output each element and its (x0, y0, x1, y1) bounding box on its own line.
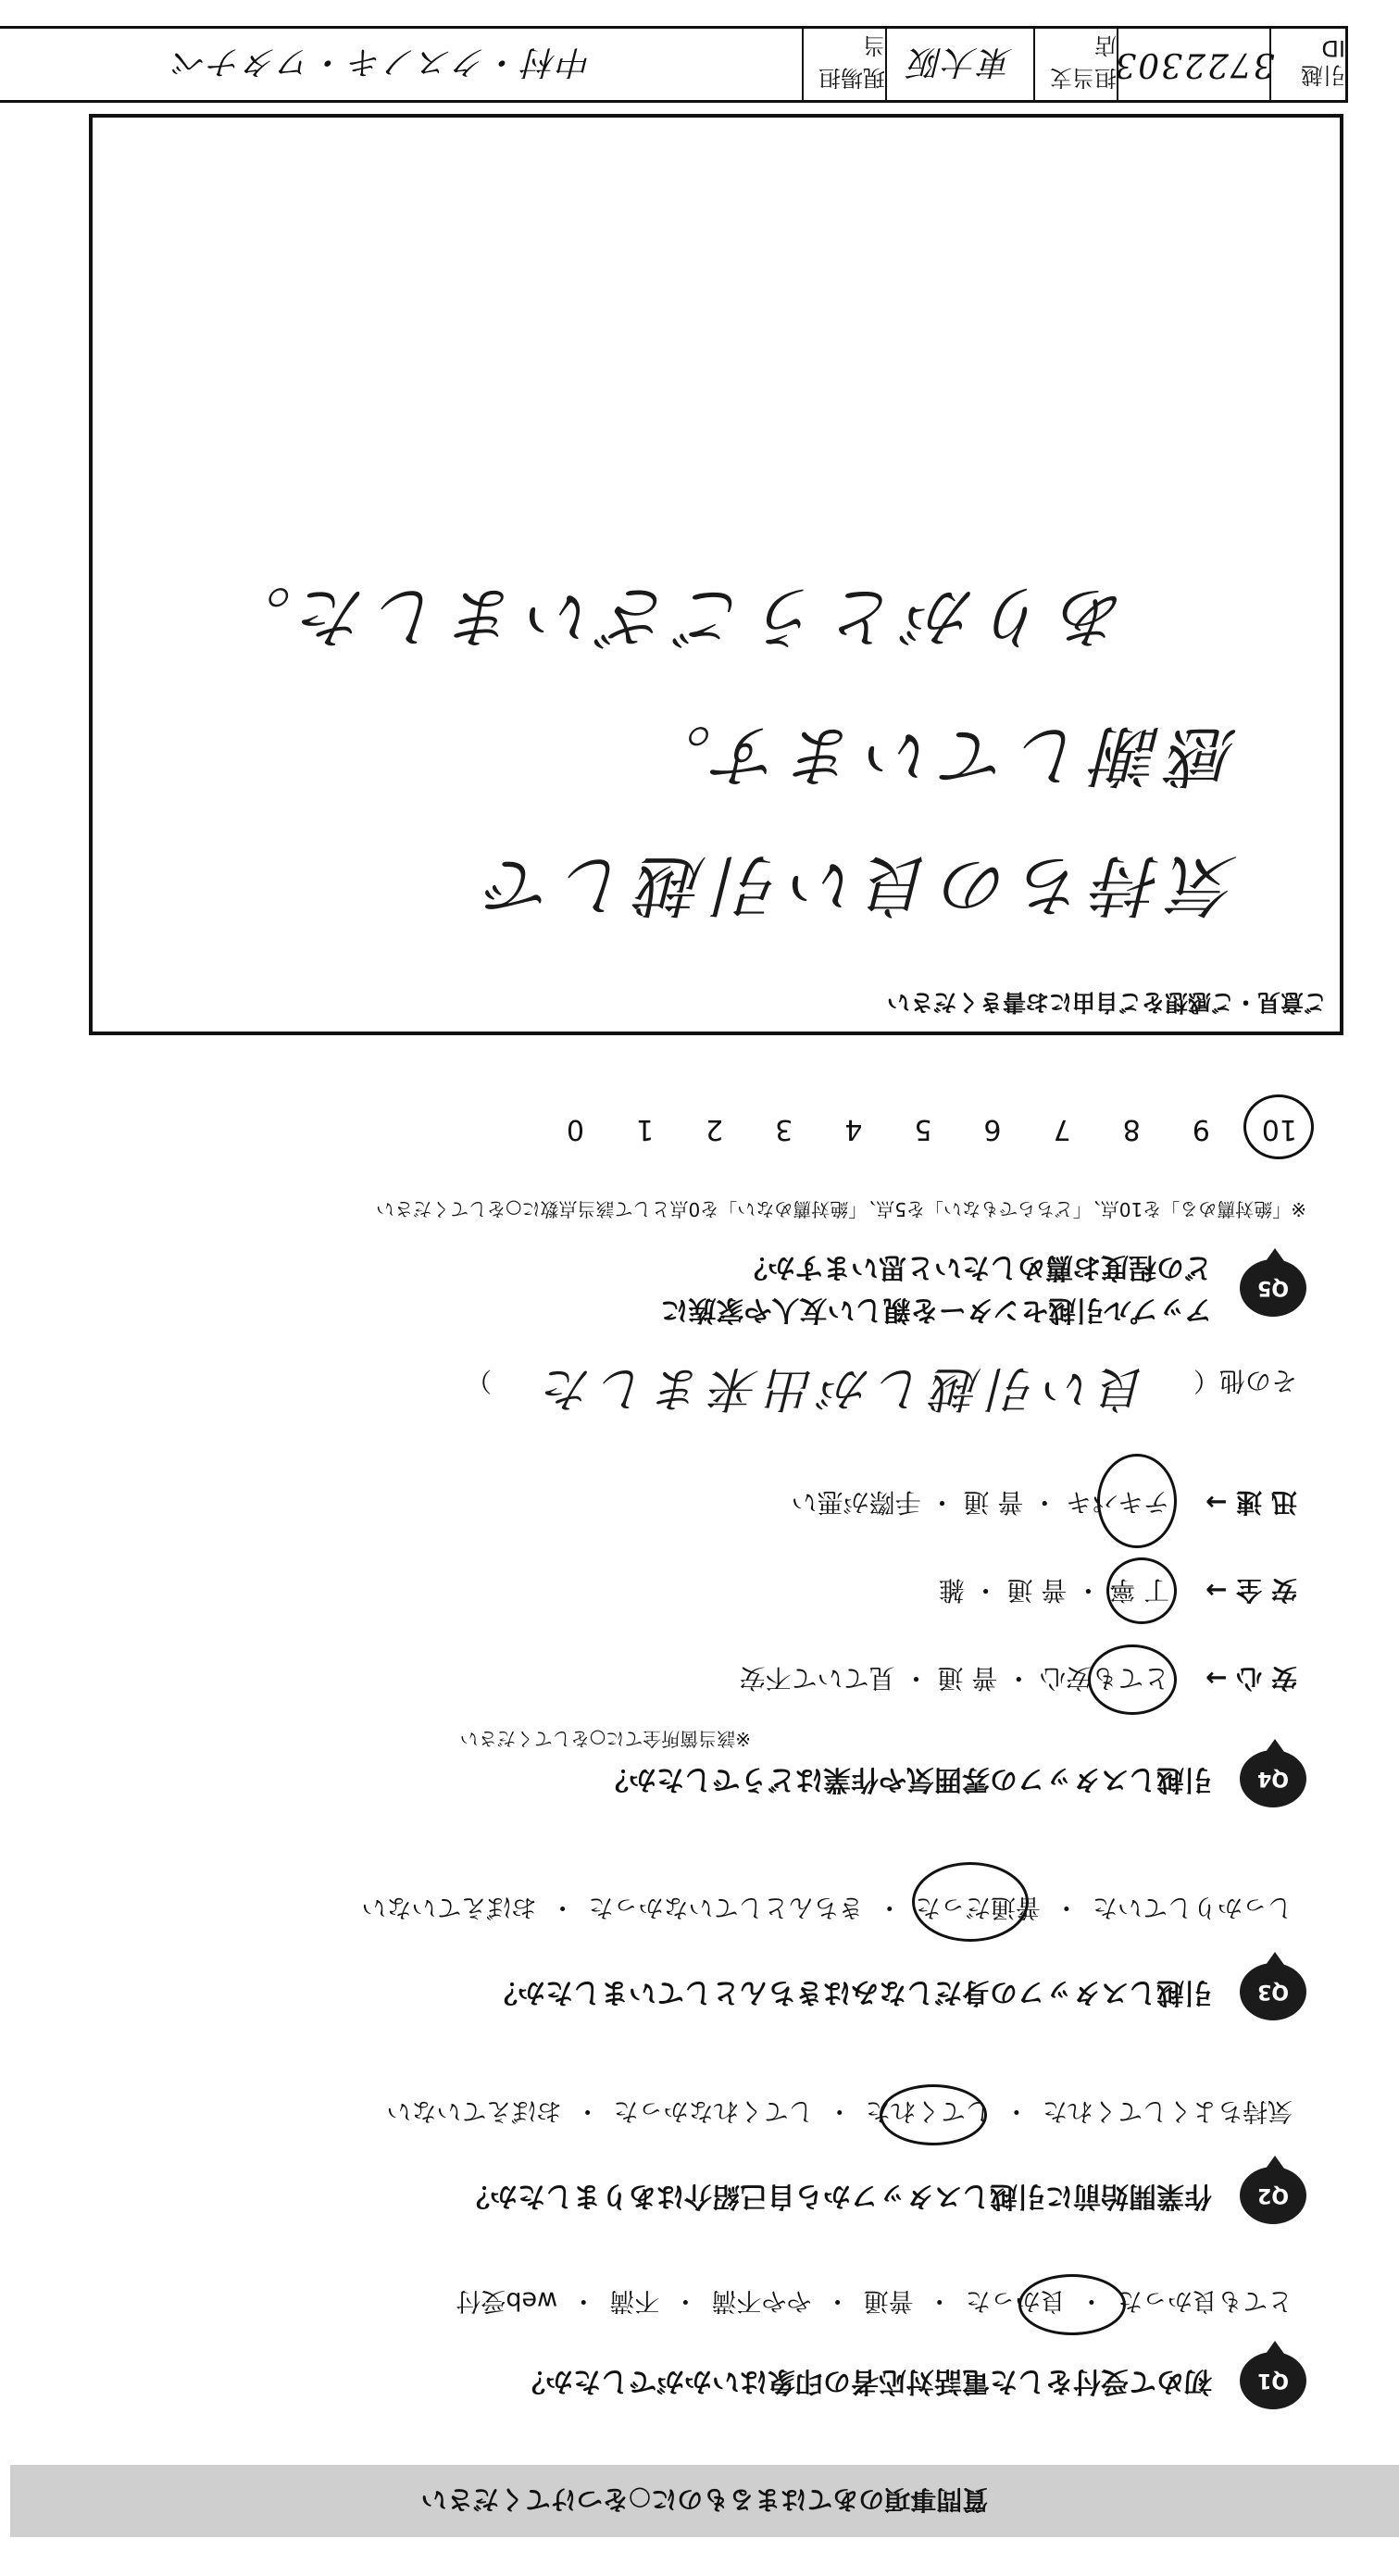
comment-handwriting-line-3: ありがとうございました。 (215, 578, 1127, 656)
comment-title: ご意見・ご感想をご自由にお書きください (886, 989, 1327, 1016)
comment-box (89, 114, 1343, 1035)
q5-text-line2: どの程度お薦めしたいと思いますか？ (740, 1251, 1212, 1283)
header-table (0, 26, 1348, 103)
q4-row-label-2: 安 全 → (1205, 1575, 1297, 1606)
scale-7[interactable]: 7 (1053, 1113, 1071, 1145)
q1-badge: Q1 (1240, 2352, 1306, 2409)
staff-value: 中村・クスノキ・ワタナベ (171, 43, 593, 81)
scale-10[interactable]: 10 (1261, 1113, 1297, 1145)
q4-row-label-1: 安 心 → (1205, 1663, 1297, 1694)
scale-2[interactable]: 2 (706, 1113, 724, 1145)
branch-label: 担当支店 (1033, 29, 1117, 100)
q1 (518, 2352, 1306, 2409)
q3-badge: Q3 (1240, 1963, 1306, 2020)
branch-value: 東大阪 (885, 29, 1033, 100)
q4-other-close: ） (466, 1366, 493, 1396)
q5-badge: Q5 (1240, 1259, 1306, 1317)
q5-note: ※「絶対薦める」を10点、「どちらでもない」を5点、「絶対薦めない」を0点として該当点数に○をしてください (376, 1198, 1306, 1220)
scale-1[interactable]: 1 (635, 1113, 655, 1145)
q4-note: ※該当箇所全てに○をしてください (459, 1728, 751, 1750)
scale-3[interactable]: 3 (775, 1113, 793, 1145)
q4-circle-2 (1106, 1557, 1177, 1624)
q4-other-handwriting: 良い引越しが出来ました (537, 1360, 1149, 1416)
q2-options: 気持ちよくしてくれた ・ してくれた ・ してくれなかった ・ おぼえていない (386, 2096, 1293, 2125)
q4-circle-1 (1088, 1644, 1177, 1715)
scale-8[interactable]: 8 (1122, 1113, 1141, 1145)
q3-circle (912, 1862, 1029, 1942)
move-id-label: 引越 ID (1269, 29, 1345, 100)
q4-row-label-3: 迅 速 → (1205, 1487, 1297, 1518)
q1-options: とても良かった ・ 良かった ・ 普通 ・ やや不満 ・ 不満 ・ web受付 (456, 2286, 1293, 2315)
q5 (661, 1245, 1307, 1331)
q4-row-options-2: 丁 寧 ・ 普 通 ・ 雑 (938, 1575, 1170, 1606)
q4-other-label: その他（ (1193, 1366, 1297, 1396)
q4-row-anshin (740, 1661, 1297, 1698)
q4-row-jinsoku (792, 1485, 1297, 1522)
q3 (490, 1963, 1306, 2020)
scale-6[interactable]: 6 (983, 1113, 1002, 1145)
q4 (601, 1750, 1306, 1807)
instruction-banner: 質問事項のあてはまるものに○をつけてください (10, 2465, 1399, 2537)
q4-badge: Q4 (1240, 1750, 1306, 1807)
q2-circle (880, 2084, 987, 2145)
comment-handwriting-line-2: 感謝しています。 (635, 717, 1238, 794)
move-id-value: 3722303 (1117, 29, 1269, 100)
q1-text: 初めて受付をした電話対応者の印象はいかがでしたか？ (518, 2365, 1212, 2397)
q4-row-options-1: とても安心 ・ 普 通 ・ 見ていて不安 (739, 1663, 1170, 1694)
q3-options: しっかりしていた ・ 普通だった ・ きちんとしていなかった ・ おぼえていない (361, 1893, 1293, 1921)
q4-other (466, 1358, 1297, 1428)
scale-9[interactable]: 9 (1192, 1113, 1210, 1145)
q2-text: 作業開始前に引越しスタッフから自己紹介はありましたか？ (462, 2180, 1212, 2212)
q2 (462, 2167, 1306, 2224)
comment-handwriting-line-1: 気持ちの良い引越しで (478, 846, 1238, 924)
q5-scale (567, 1113, 1297, 1145)
q4-row-options-3: テキパキ ・ 普 通 ・ 手際が悪い (791, 1487, 1170, 1518)
q4-text: 引越しスタッフの雰囲気や作業はどうでしたか？ (601, 1763, 1212, 1795)
scale-5[interactable]: 5 (914, 1113, 932, 1145)
q4-circle-3 (1097, 1454, 1177, 1548)
q2-badge: Q2 (1240, 2167, 1306, 2224)
staff-label: 現場担当 (802, 29, 885, 100)
q5-selected-circle (1243, 1094, 1314, 1159)
q3-text: 引越しスタッフの身だしなみはきちんとしていましたか？ (490, 1976, 1212, 2008)
q5-text-line1: アップル引越センターを親しい友人や家族に (660, 1294, 1212, 1326)
scale-4[interactable]: 4 (844, 1113, 863, 1145)
q1-circle (1018, 2274, 1126, 2335)
scale-0[interactable]: 0 (566, 1113, 584, 1145)
